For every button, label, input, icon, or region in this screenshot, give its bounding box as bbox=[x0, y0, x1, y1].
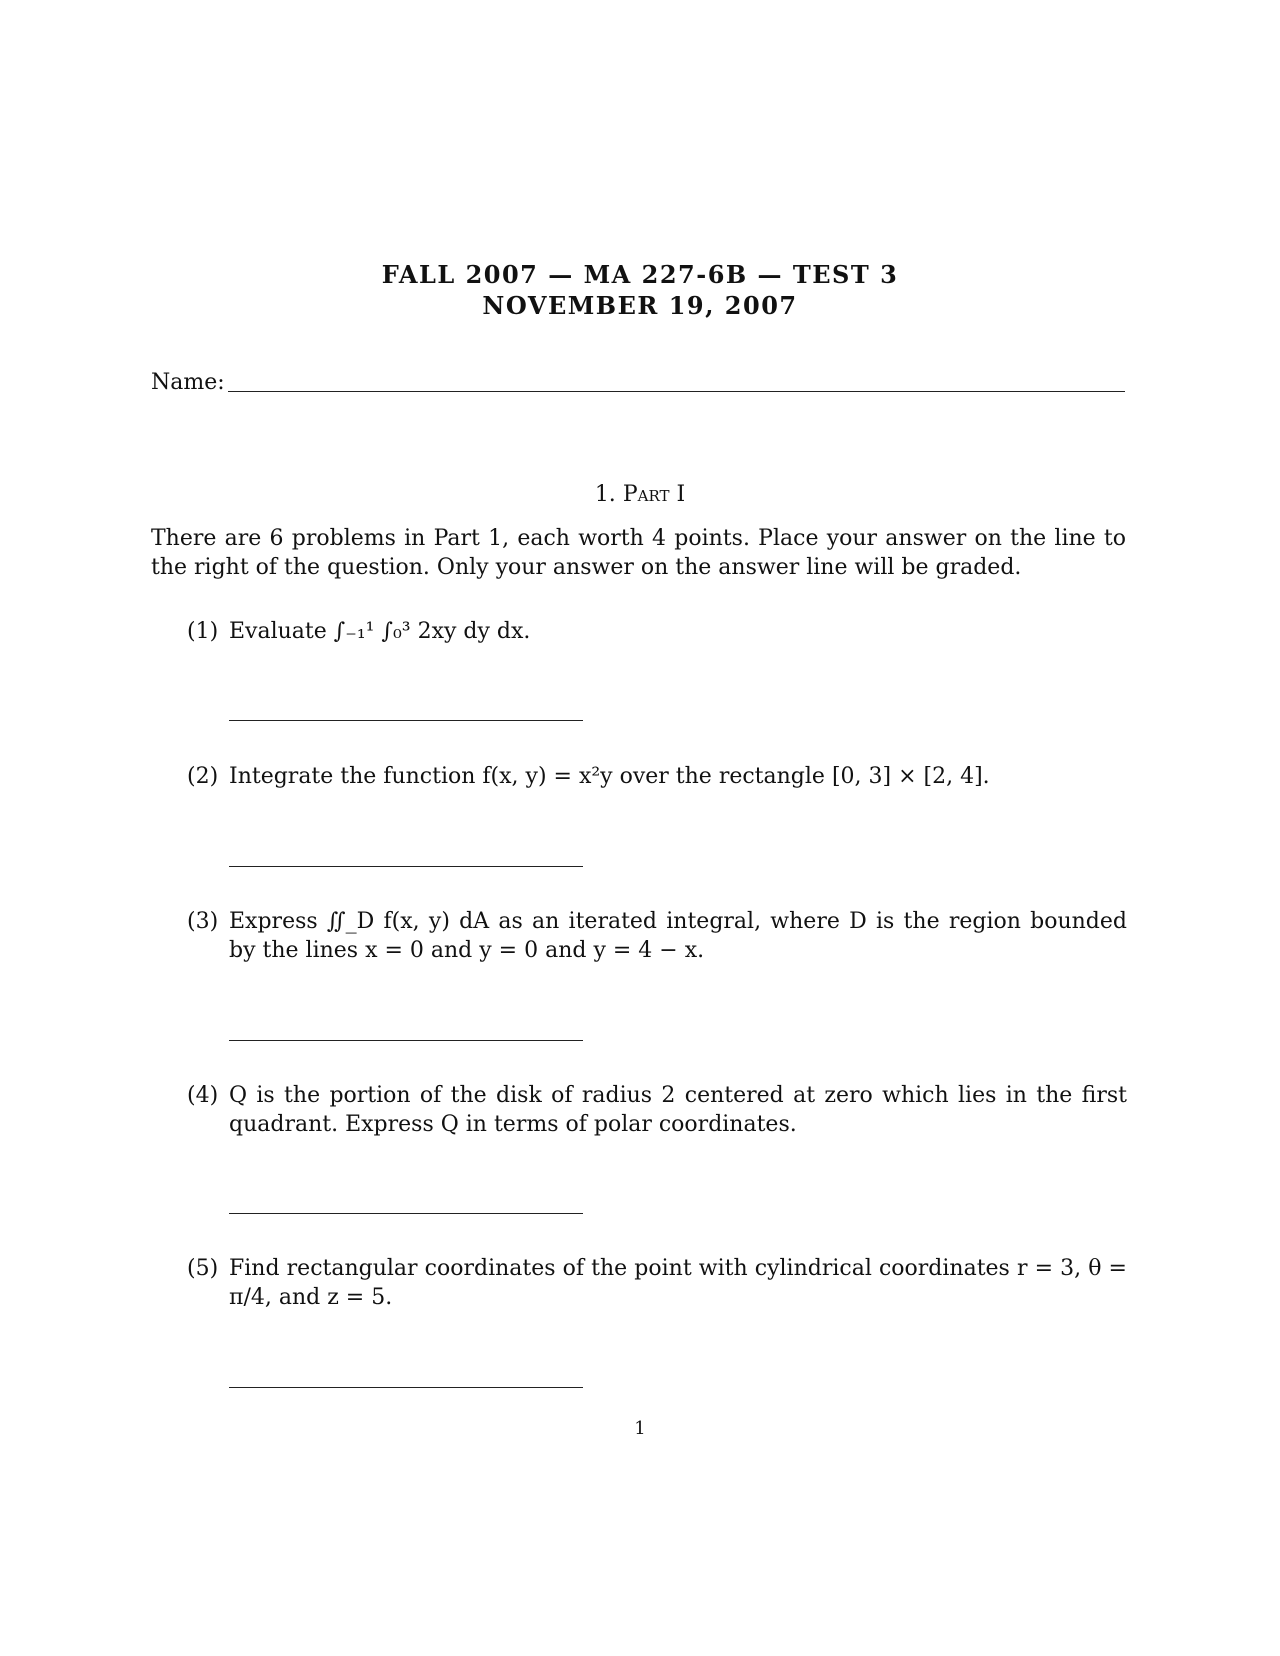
section-heading bbox=[0, 482, 1280, 507]
answer-line-2[interactable] bbox=[229, 866, 583, 867]
answer-line-3[interactable] bbox=[229, 1040, 583, 1041]
problem-number: (4) bbox=[187, 1083, 219, 1108]
answer-line-1[interactable] bbox=[229, 720, 583, 721]
problem-4 bbox=[187, 1081, 1127, 1139]
answer-line-5[interactable] bbox=[229, 1387, 583, 1388]
name-answer-line[interactable] bbox=[228, 391, 1125, 392]
problem-text: Find rectangular coordinates of the point with cylindrical coordinates r = 3, θ = π/4, and z = 5. bbox=[229, 1256, 1127, 1310]
problem-text: Integrate the function f(x, y) = x²y over the rectangle [0, 3] × [2, 4]. bbox=[229, 764, 990, 789]
problem-text: Evaluate ∫₋₁¹ ∫₀³ 2xy dy dx. bbox=[229, 619, 531, 644]
problem-5 bbox=[187, 1254, 1127, 1312]
instructions: There are 6 problems in Part 1, each worth 4 points. Place your answer on the line to the right of the question. Only your answer on the answer line will be graded. bbox=[151, 526, 1126, 580]
section-number: 1. bbox=[594, 482, 616, 507]
name-label: Name: bbox=[151, 370, 225, 395]
problem-number: (1) bbox=[187, 619, 219, 644]
problem-number: (2) bbox=[187, 764, 219, 789]
problem-text: Q is the portion of the disk of radius 2 centered at zero which lies in the first quadrant. Express Q in terms of polar coordinates. bbox=[229, 1083, 1127, 1137]
section-title: Part I bbox=[622, 482, 686, 507]
page-number: 1 bbox=[634, 1418, 646, 1439]
problem-number: (5) bbox=[187, 1256, 219, 1281]
problem-2 bbox=[187, 762, 1127, 791]
exam-title: FALL 2007 — MA 227-6B — TEST 3 bbox=[381, 260, 899, 289]
answer-line-4[interactable] bbox=[229, 1213, 583, 1214]
problem-text: Express ∬_D f(x, y) dA as an iterated integral, where D is the region bounded by the lines x = 0 and y = 0 and y = 4 − x. bbox=[229, 909, 1127, 963]
exam-date: NOVEMBER 19, 2007 bbox=[482, 291, 798, 320]
problem-1 bbox=[187, 617, 1127, 646]
problem-number: (3) bbox=[187, 909, 219, 934]
problem-3 bbox=[187, 907, 1127, 965]
